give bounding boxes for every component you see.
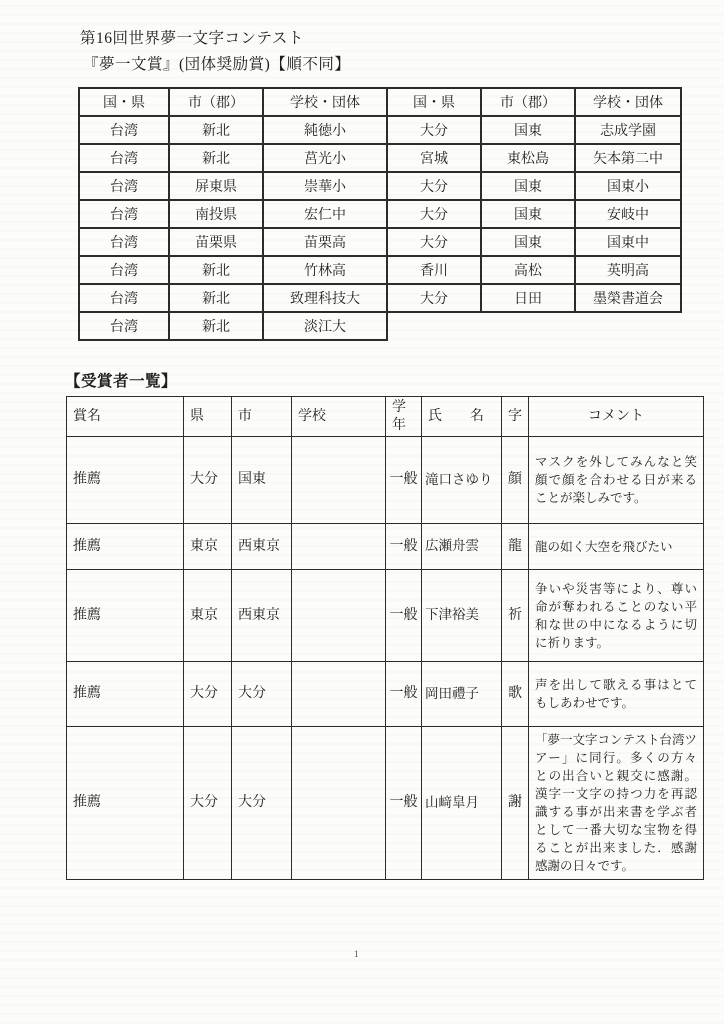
school-cell — [292, 570, 386, 662]
column-header: 学校・団体 — [263, 88, 387, 116]
comment-cell: 争いや災害等により、尊い命が奪われることのない平和な世の中になるように切に祈ります。 — [529, 570, 704, 662]
empty-cell — [387, 312, 481, 340]
table-cell: 台湾 — [79, 312, 169, 340]
school-cell — [292, 727, 386, 880]
table-cell: 国東 — [481, 200, 575, 228]
table-cell: 新北 — [169, 312, 263, 340]
table-cell: 致理科技大 — [263, 284, 387, 312]
column-header-grade: 学年 — [386, 397, 422, 437]
comment-cell: 「夢一文字コンテスト台湾ツアー」に同行。多くの方々との出合いと親交に感謝。漢字一文字の持つ力を再認識する事が出来書を学ぶ者として一番大切な宝物を得ることが出来ました．感謝感謝の日々です。 — [529, 727, 704, 880]
prefecture-cell: 大分 — [184, 662, 232, 727]
table-cell: 大分 — [387, 284, 481, 312]
character-cell: 謝 — [502, 727, 529, 880]
empty-cell — [575, 312, 681, 340]
table-cell: 安岐中 — [575, 200, 681, 228]
prefecture-cell: 東京 — [184, 524, 232, 570]
comment-cell: マスクを外してみんなと笑顔で顔を合わせる日が来ることが楽しみです。 — [529, 437, 704, 524]
column-header-name: 氏 名 — [422, 397, 502, 437]
award-cell: 推薦 — [67, 437, 184, 524]
document-subtitle: 『夢一文賞』(団体奨励賞)【順不同】 — [83, 56, 351, 73]
table-cell: 大分 — [387, 200, 481, 228]
grade-cell: 一般 — [386, 727, 422, 880]
prefecture-cell: 大分 — [184, 437, 232, 524]
table-cell: 香川 — [387, 256, 481, 284]
award-cell: 推薦 — [67, 662, 184, 727]
table-cell: 淡江大 — [263, 312, 387, 340]
document-title: 第16回世界夢一文字コンテスト — [80, 30, 304, 47]
winner-row — [67, 437, 704, 524]
table-cell: 英明高 — [575, 256, 681, 284]
name-cell: 岡田禮子 — [422, 662, 502, 727]
comment-cell: 声を出して歌える事はとてもしあわせです。 — [529, 662, 704, 727]
city-cell: 西東京 — [232, 570, 292, 662]
character-cell: 祈 — [502, 570, 529, 662]
grade-cell: 一般 — [386, 662, 422, 727]
table-cell: 苗栗県 — [169, 228, 263, 256]
table-cell: 国東中 — [575, 228, 681, 256]
table-cell: 新北 — [169, 116, 263, 144]
comment-cell: 龍の如く大空を飛びたい — [529, 524, 704, 570]
table-cell: 台湾 — [79, 256, 169, 284]
table-cell: 宏仁中 — [263, 200, 387, 228]
table-cell: 屏東県 — [169, 172, 263, 200]
table-header-row — [67, 397, 704, 437]
column-header: 国・県 — [387, 88, 481, 116]
table-row — [79, 144, 681, 172]
table-cell: 日田 — [481, 284, 575, 312]
table-cell: 墨榮書道会 — [575, 284, 681, 312]
table-cell: 台湾 — [79, 200, 169, 228]
award-cell: 推薦 — [67, 570, 184, 662]
column-header: 国・県 — [79, 88, 169, 116]
column-header: 市（郡） — [169, 88, 263, 116]
table-cell: 台湾 — [79, 144, 169, 172]
grade-cell: 一般 — [386, 437, 422, 524]
winner-row — [67, 570, 704, 662]
table-cell: 莒光小 — [263, 144, 387, 172]
table-cell: 大分 — [387, 116, 481, 144]
column-header-award: 賞名 — [67, 397, 184, 437]
table-cell: 崇華小 — [263, 172, 387, 200]
table-cell: 国東 — [481, 228, 575, 256]
column-header: 市（郡） — [481, 88, 575, 116]
table-row-partial — [79, 312, 681, 340]
prefecture-cell: 大分 — [184, 727, 232, 880]
table-cell: 新北 — [169, 284, 263, 312]
column-header: 学校・団体 — [575, 88, 681, 116]
table-row — [79, 172, 681, 200]
table-cell: 国東 — [481, 172, 575, 200]
table-cell: 純徳小 — [263, 116, 387, 144]
table-cell: 新北 — [169, 256, 263, 284]
table-row — [79, 256, 681, 284]
table-cell: 高松 — [481, 256, 575, 284]
winners-table — [66, 396, 704, 880]
column-header-comment: コメント — [529, 397, 704, 437]
column-header-prefecture: 県 — [184, 397, 232, 437]
award-cell: 推薦 — [67, 524, 184, 570]
empty-cell — [481, 312, 575, 340]
character-cell: 龍 — [502, 524, 529, 570]
table-cell: 台湾 — [79, 284, 169, 312]
table-cell: 台湾 — [79, 172, 169, 200]
city-cell: 大分 — [232, 662, 292, 727]
character-cell: 顔 — [502, 437, 529, 524]
prefecture-cell: 東京 — [184, 570, 232, 662]
table-row — [79, 284, 681, 312]
table-row — [79, 116, 681, 144]
table-cell: 大分 — [387, 172, 481, 200]
table-cell: 宮城 — [387, 144, 481, 172]
table-header-row — [79, 88, 681, 116]
winner-row — [67, 662, 704, 727]
winner-row — [67, 524, 704, 570]
winners-section-label: 【受賞者一覧】 — [65, 373, 178, 390]
school-cell — [292, 437, 386, 524]
city-cell: 大分 — [232, 727, 292, 880]
table-row — [79, 200, 681, 228]
table-cell: 苗栗高 — [263, 228, 387, 256]
table-cell: 南投県 — [169, 200, 263, 228]
group-award-table — [78, 87, 682, 341]
city-cell: 国東 — [232, 437, 292, 524]
table-cell: 矢本第二中 — [575, 144, 681, 172]
name-cell: 下津裕美 — [422, 570, 502, 662]
winner-row — [67, 727, 704, 880]
table-cell: 台湾 — [79, 116, 169, 144]
school-cell — [292, 662, 386, 727]
school-cell — [292, 524, 386, 570]
character-cell: 歌 — [502, 662, 529, 727]
name-cell: 広瀬舟雲 — [422, 524, 502, 570]
table-cell: 竹林高 — [263, 256, 387, 284]
table-cell: 志成学園 — [575, 116, 681, 144]
page-number: 1 — [354, 950, 359, 960]
grade-cell: 一般 — [386, 524, 422, 570]
table-cell: 国東小 — [575, 172, 681, 200]
table-cell: 国東 — [481, 116, 575, 144]
column-header-city: 市 — [232, 397, 292, 437]
table-row — [79, 228, 681, 256]
column-header-school: 学校 — [292, 397, 386, 437]
award-cell: 推薦 — [67, 727, 184, 880]
table-cell: 大分 — [387, 228, 481, 256]
column-header-character: 字 — [502, 397, 529, 437]
name-cell: 山﨑皐月 — [422, 727, 502, 880]
city-cell: 西東京 — [232, 524, 292, 570]
table-cell: 台湾 — [79, 228, 169, 256]
table-cell: 東松島 — [481, 144, 575, 172]
table-cell: 新北 — [169, 144, 263, 172]
grade-cell: 一般 — [386, 570, 422, 662]
name-cell: 滝口さゆり — [422, 437, 502, 524]
